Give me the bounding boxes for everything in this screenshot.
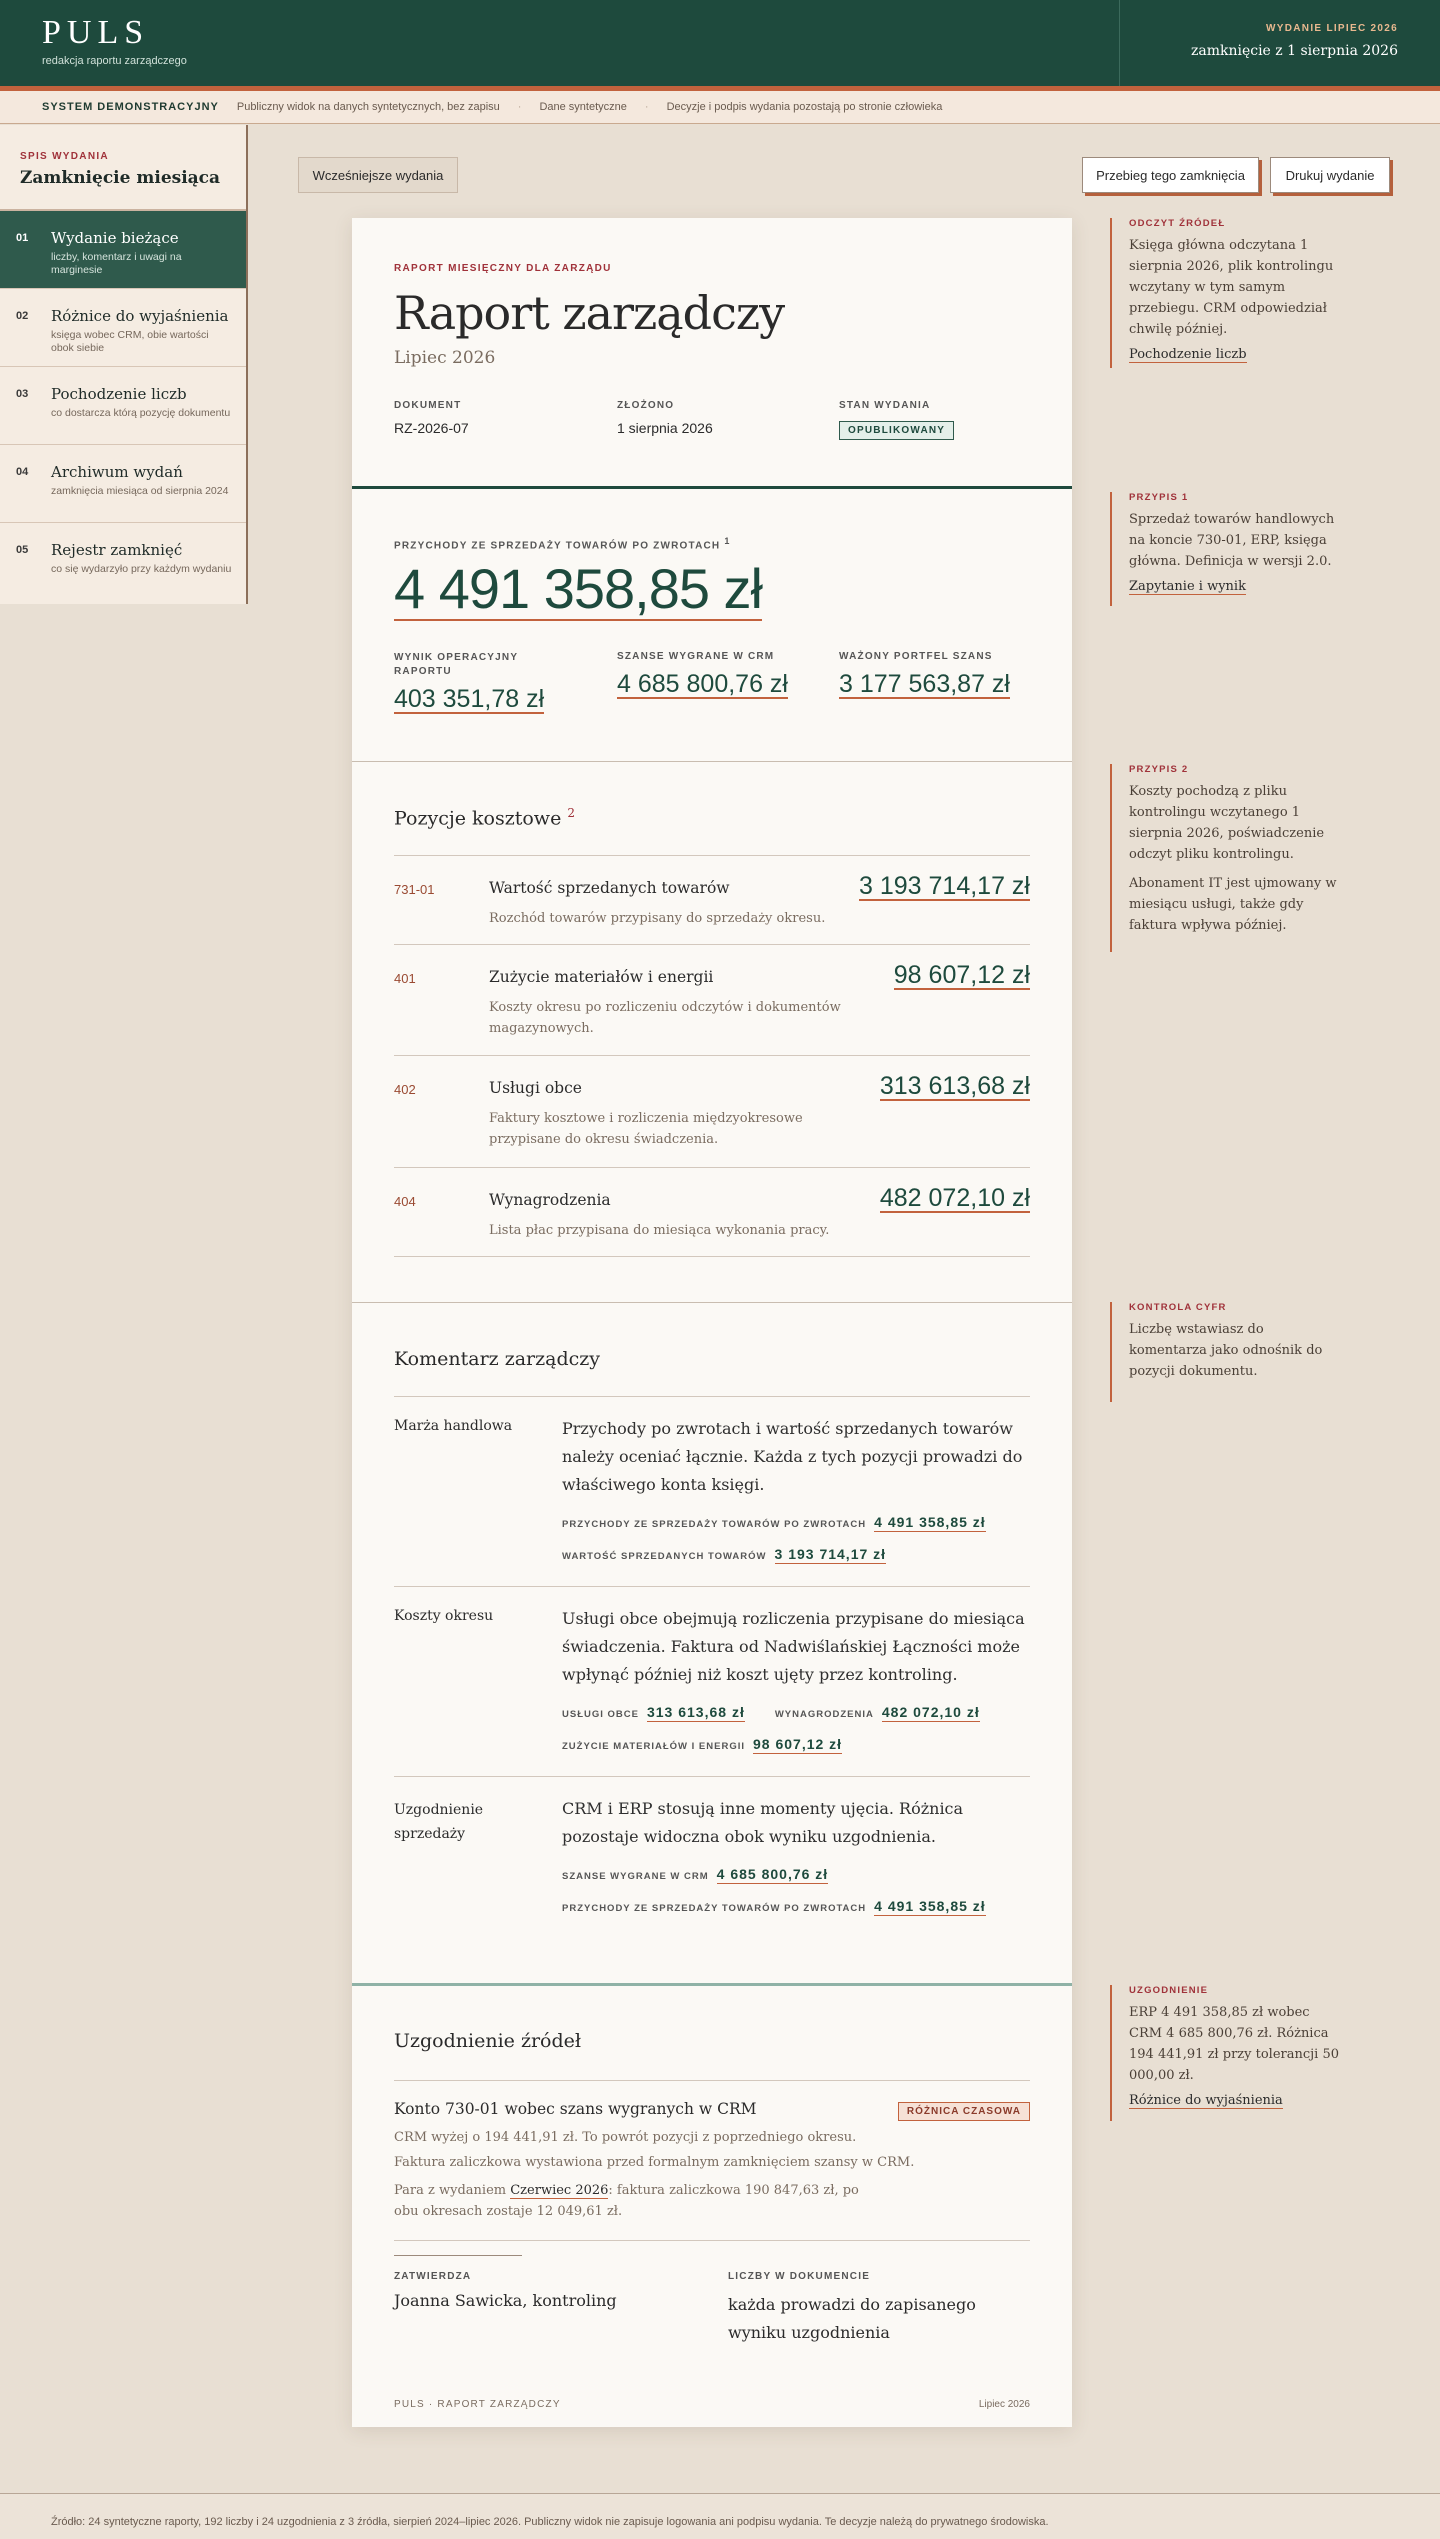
row-divider <box>394 2240 1030 2241</box>
ref-value[interactable]: 3 193 714,17 zł <box>774 1546 887 1562</box>
ref-value[interactable]: 98 607,12 zł <box>753 1736 843 1752</box>
margin-note-footnote-1 <box>1110 492 1345 606</box>
filed-date: 1 sierpnia 2026 <box>617 420 713 436</box>
paper-footer-left: PULS · RAPORT ZARZĄDCZY <box>394 2399 561 2410</box>
ref-label: ZUŻYCIE MATERIAŁÓW I ENERGII <box>562 1741 745 1752</box>
edition-close-date: zamknięcie z 1 sierpnia 2026 <box>1190 43 1398 59</box>
sidebar-item-desc: co dostarcza którą pozycję dokumentu <box>51 407 231 419</box>
signature-rule <box>394 2255 522 2256</box>
note-text: ERP 4 491 358,85 zł wobec CRM 4 685 800,76 zł. Różnica 194 441,91 zł przy tolerancji 50 000,00 zł. <box>1129 2005 1340 2083</box>
cost-name: Zużycie materiałów i energii <box>489 968 714 986</box>
note-kicker: PRZYPIS 1 <box>1129 492 1189 503</box>
sidebar-item-number: 02 <box>16 310 29 322</box>
row-divider <box>394 1167 1030 1168</box>
ref-label: WARTOŚĆ SPRZEDANYCH TOWARÓW <box>562 1551 767 1562</box>
sidebar-item-label: Pochodzenie liczb <box>51 385 187 403</box>
cost-code: 404 <box>394 1194 416 1209</box>
print-edition-button[interactable]: Drukuj wydanie <box>1270 157 1390 193</box>
cost-code: 401 <box>394 971 416 986</box>
demo-bar <box>0 91 1440 124</box>
reconciliation-title: Uzgodnienie źródeł <box>394 2030 582 2052</box>
ref-label: SZANSE WYGRANE W CRM <box>562 1871 709 1882</box>
cost-code: 402 <box>394 1082 416 1097</box>
meta-label: DOKUMENT <box>394 400 462 411</box>
sidebar-item-label: Wydanie bieżące <box>51 229 179 247</box>
edition-kicker: WYDANIE LIPIEC 2026 <box>1266 23 1398 34</box>
ref-label: PRZYCHODY ZE SPRZEDAŻY TOWARÓW PO ZWROTACH <box>562 1519 867 1530</box>
meta-label: ZŁOŻONO <box>617 400 675 411</box>
row-divider <box>394 855 1030 856</box>
reconciliation-line <box>394 2180 874 2222</box>
note-kicker: PRZYPIS 2 <box>1129 764 1189 775</box>
cost-code: 731-01 <box>394 882 435 897</box>
row-divider <box>394 1586 1030 1587</box>
cost-name: Usługi obce <box>489 1079 582 1097</box>
timing-difference-badge: RÓŻNICA CZASOWA <box>898 2102 1030 2121</box>
ref-value[interactable]: 4 685 800,76 zł <box>716 1866 829 1882</box>
sidebar-item-number: 04 <box>16 466 29 478</box>
costs-title <box>394 806 575 829</box>
commentary-text: CRM i ERP stosują inne momenty ujęcia. Różnica pozostaje widoczna obok wyniku uzgodnienia. <box>562 1799 964 1846</box>
origin-link[interactable]: Pochodzenie liczb <box>1129 347 1247 362</box>
approver-label: ZATWIERDZA <box>394 2271 472 2282</box>
report-kicker: RAPORT MIESIĘCZNY DLA ZARZĄDU <box>394 263 612 274</box>
sidebar-item-origin[interactable] <box>0 367 246 445</box>
sidebar-header <box>0 125 246 211</box>
differences-link[interactable]: Różnice do wyjaśnienia <box>1129 2093 1283 2108</box>
section-rule <box>352 1983 1072 1986</box>
status-badge: OPUBLIKOWANY <box>839 421 954 440</box>
row-divider <box>394 1776 1030 1777</box>
sidebar-kicker: SPIS WYDANIA <box>20 151 109 162</box>
sidebar-item-desc: księga wobec CRM, obie wartości obok siebie <box>51 329 209 354</box>
note-text: Abonament IT jest ujmowany w miesiącu usługi, także gdy faktura wpływa później. <box>1129 876 1337 933</box>
section-divider <box>352 1302 1072 1303</box>
sidebar-title: Zamknięcie miesiąca <box>20 168 221 188</box>
note-kicker: KONTROLA CYFR <box>1129 1302 1227 1313</box>
sub-metric-label: WYNIK OPERACYJNY RAPORTU <box>394 652 519 677</box>
row-divider <box>394 944 1030 945</box>
sidebar-item-label: Rejestr zamknięć <box>51 541 183 559</box>
revenue-label <box>394 536 731 551</box>
revenue-value[interactable]: 4 491 358,85 zł <box>394 557 762 620</box>
ref-row <box>562 1736 842 1754</box>
separator-dot: · <box>644 101 649 113</box>
commentary-text: Usługi obce obejmują rozliczenia przypisane do miesiąca świadczenia. Faktura od Nadwiślańskiej Łączności może wpłynąć później niż koszt ujęty przez kontroling. <box>562 1609 1025 1684</box>
sidebar-item-archive[interactable] <box>0 445 246 523</box>
cost-name: Wartość sprzedanych towarów <box>489 879 730 897</box>
meta-label: STAN WYDANIA <box>839 400 931 411</box>
sidebar-item-desc: zamknięcia miesiąca od sierpnia 2024 <box>51 485 229 497</box>
note-kicker: UZGODNIENIE <box>1129 1985 1209 1996</box>
margin-note-reconciliation <box>1110 1985 1345 2121</box>
note-text: Księga główna odczytana 1 sierpnia 2026, plik kontrolingu wczytany w tym samym przebiegu. CRM odpowiedział chwilę później. <box>1129 238 1334 337</box>
row-divider <box>394 2080 1030 2081</box>
brand-logo[interactable]: PULS <box>42 14 150 51</box>
paper-footer-right: Lipiec 2026 <box>978 2399 1030 2410</box>
footnote-ref-1[interactable]: 1 <box>724 536 731 546</box>
section-rule <box>352 486 1072 489</box>
demo-info: Publiczny widok na danych syntetycznych, bez zapisu <box>236 101 500 113</box>
ref-row <box>562 1514 986 1532</box>
commentary-label: Koszty okresu <box>394 1608 494 1624</box>
footnote-ref-2[interactable]: 2 <box>567 806 575 820</box>
note-text: Liczbę wstawiasz do komentarza jako odnośnik do pozycji dokumentu. <box>1129 1322 1323 1379</box>
ref-row <box>562 1704 980 1722</box>
ref-label: WYNAGRODZENIA <box>774 1709 874 1720</box>
sidebar-item-label: Różnice do wyjaśnienia <box>51 307 229 325</box>
cost-value[interactable]: 98 607,12 zł <box>893 961 1030 989</box>
margin-note-footnote-2 <box>1110 764 1345 952</box>
ref-value[interactable]: 313 613,68 zł <box>646 1704 745 1720</box>
reconciliation-line: Faktura zaliczkowa wystawiona przed formalnym zamknięciem szansy w CRM. <box>394 2155 915 2170</box>
reconciliation-text: : faktura zaliczkowa 190 847,63 zł, po obu okresach zostaje 12 049,61 zł. <box>394 2183 859 2219</box>
brand-subtitle: redakcja raportu zarządczego <box>42 55 187 67</box>
cost-desc: Rozchód towarów przypisany do sprzedaży okresu. <box>489 911 826 926</box>
note-text: Sprzedaż towarów handlowych na koncie 730-01, ERP, księga główna. Definicja w wersji 2.0. <box>1129 512 1335 569</box>
operating-result-value[interactable]: 403 351,78 zł <box>394 685 545 713</box>
commentary-title: Komentarz zarządczy <box>394 1348 601 1370</box>
numbers-note: każda prowadzi do zapisanego wyniku uzgodnienia <box>728 2295 976 2342</box>
sidebar <box>0 125 248 604</box>
cost-value[interactable]: 313 613,68 zł <box>879 1072 1030 1100</box>
margin-note-digit-check <box>1110 1302 1345 1402</box>
ref-row <box>562 1546 886 1564</box>
row-divider <box>394 1256 1030 1257</box>
ref-row <box>562 1866 828 1884</box>
june-edition-link[interactable]: Czerwiec 2026 <box>510 2183 609 2198</box>
reconciliation-text: Para z wydaniem <box>394 2183 511 2198</box>
commentary-text: Przychody po zwrotach i wartość sprzedanych towarów należy oceniać łącznie. Każda z tych pozycji prowadzi do właściwego konta księgi. <box>562 1419 1023 1494</box>
commentary-label: Uzgodnienie sprzedaży <box>394 1802 484 1842</box>
ref-value[interactable]: 482 072,10 zł <box>881 1704 980 1720</box>
ref-row <box>562 1898 986 1916</box>
sidebar-item-desc: liczby, komentarz i uwagi na marginesie <box>51 251 182 276</box>
cost-value[interactable]: 482 072,10 zł <box>879 1184 1030 1212</box>
query-result-link[interactable]: Zapytanie i wynik <box>1129 579 1246 594</box>
header-divider <box>1119 0 1120 86</box>
ref-label: PRZYCHODY ZE SPRZEDAŻY TOWARÓW PO ZWROTACH <box>562 1903 867 1914</box>
separator-dot: · <box>517 101 522 113</box>
top-bar <box>0 0 1440 86</box>
demo-info: Dane syntetyczne <box>539 101 627 113</box>
cost-name: Wynagrodzenia <box>489 1191 611 1209</box>
page-footer: Źródło: 24 syntetyczne raporty, 192 liczby i 24 uzgodnienia z 3 źródła, sierpień 2024–lipiec 2026. Publiczny widok nie zapisuje logowania ani podpisu wydania. Te decyzje należą do prywatnego środowiska. <box>0 2493 1440 2539</box>
reconciliation-item: Konto 730-01 wobec szans wygranych w CRM <box>394 2100 757 2118</box>
sidebar-item-register[interactable] <box>0 523 246 601</box>
sidebar-item-differences[interactable] <box>0 289 246 367</box>
closing-process-button[interactable]: Przebieg tego zamknięcia <box>1082 157 1259 193</box>
report-document <box>352 218 1072 2427</box>
row-divider <box>394 1055 1030 1056</box>
sidebar-item-number: 01 <box>16 232 29 244</box>
sidebar-item-desc: co się wydarzyło przy każdym wydaniu <box>51 563 232 575</box>
cost-desc: Koszty okresu po rozliczeniu odczytów i dokumentów magazynowych. <box>489 1000 841 1036</box>
sub-metric-label: WAŻONY PORTFEL SZANS <box>839 651 993 662</box>
numbers-label: LICZBY W DOKUMENCIE <box>728 2271 871 2282</box>
demo-system-label: SYSTEM DEMONSTRACYJNY <box>42 101 219 113</box>
note-kicker: ODCZYT ŹRÓDEŁ <box>1129 218 1226 229</box>
ref-value[interactable]: 4 491 358,85 zł <box>874 1514 986 1530</box>
commentary-label: Marża handlowa <box>394 1418 513 1434</box>
weighted-pipeline-value[interactable]: 3 177 563,87 zł <box>839 670 1010 698</box>
report-period: Lipiec 2026 <box>394 348 496 368</box>
row-divider <box>394 1396 1030 1397</box>
sidebar-item-label: Archiwum wydań <box>51 463 183 481</box>
section-divider <box>352 761 1072 762</box>
cost-value[interactable]: 3 193 714,17 zł <box>859 872 1030 900</box>
sub-metric-label: SZANSE WYGRANE W CRM <box>617 651 775 662</box>
earlier-editions-button[interactable]: Wcześniejsze wydania <box>298 157 458 193</box>
note-text: Koszty pochodzą z pliku kontrolingu wczytanego 1 sierpnia 2026, poświadczenie odczyt pliku kontrolingu. <box>1129 784 1325 862</box>
costs-title-text: Pozycje kosztowe <box>394 807 562 830</box>
crm-won-value[interactable]: 4 685 800,76 zł <box>617 670 788 698</box>
cost-desc: Faktury kosztowe i rozliczenia międzyokresowe przypisane do okresu świadczenia. <box>489 1111 803 1147</box>
ref-value[interactable]: 4 491 358,85 zł <box>874 1898 986 1914</box>
approver-name: Joanna Sawicka, kontroling <box>394 2291 617 2310</box>
reconciliation-line: CRM wyżej o 194 441,91 zł. To powrót pozycji z poprzedniego okresu. <box>394 2130 857 2145</box>
report-title: Raport zarządczy <box>394 286 785 340</box>
sidebar-item-number: 03 <box>16 388 29 400</box>
ref-label: USŁUGI OBCE <box>562 1709 639 1720</box>
demo-info: Decyzje i podpis wydania pozostają po stronie człowieka <box>666 101 943 113</box>
cost-desc: Lista płac przypisana do miesiąca wykonania pracy. <box>489 1223 830 1238</box>
margin-note-sources <box>1110 218 1345 368</box>
revenue-label-text: PRZYCHODY ZE SPRZEDAŻY TOWARÓW PO ZWROTACH <box>394 540 721 552</box>
document-id: RZ-2026-07 <box>394 420 469 436</box>
sidebar-item-current-edition[interactable] <box>0 211 246 289</box>
sidebar-item-number: 05 <box>16 544 29 556</box>
